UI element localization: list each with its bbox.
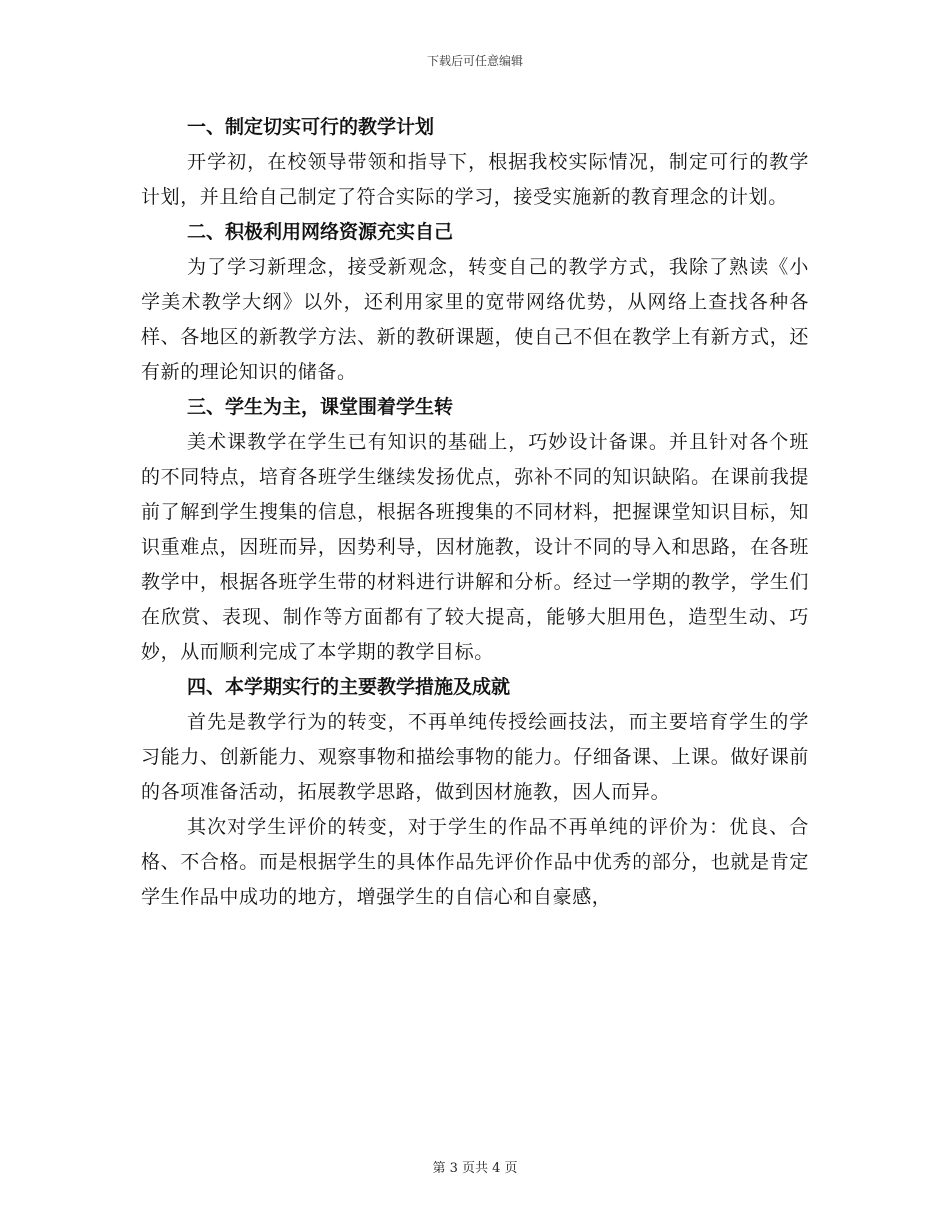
section-4-paragraph-2: 其次对学生评价的转变，对于学生的作品不再单纯的评价为：优良、合格、不合格。而是根据学生的具体作品先评价作品中优秀的部分，也就是肯定学生作品中成功的地方，增强学生的自信心和自豪感， (141, 816, 809, 908)
document-body (141, 110, 809, 915)
section-4-paragraph-1: 首先是教学行为的转变，不再单纯传授绘画技法，而主要培育学生的学习能力、创新能力、观察事物和描绘事物的能力。仔细备课、上课。做好课前的各项准备活动，拓展教学思路，做到因材施教，因人而异。 (141, 711, 809, 803)
section-1-paragraph-1: 开学初，在校领导带领和指导下，根据我校实际情况，制定可行的教学计划，并且给自己制定了符合实际的学习，接受实施新的教育理念的计划。 (141, 151, 809, 208)
section-heading-4: 四、本学期实行的主要教学措施及成就 (187, 676, 511, 698)
section-3-paragraph-1: 美术课教学在学生已有知识的基础上，巧妙设计备课。并且针对各个班的不同特点，培育各班学生继续发扬优点，弥补不同的知识缺陷。在课前我提前了解到学生搜集的信息，根据各班搜集的不同材料，把握课堂知识目标，知识重难点，因班而异，因势利导，因材施教，设计不同的导入和思路，在各班教学中，根据各班学生带的材料进行讲解和分析。经过一学期的教学，学生们在欣赏、表现、制作等方面都有了较大提高，能够大胆用色，造型生动、巧妙，从而顺利完成了本学期的教学目标。 (141, 431, 809, 663)
section-heading-2: 二、积极利用网络资源充实自己 (187, 221, 454, 243)
section-2-paragraph-1: 为了学习新理念，接受新观念，转变自己的教学方式，我除了熟读《小学美术教学大纲》以外，还利用家里的宽带网络优势，从网络上查找各种各样、各地区的新教学方法、新的教研课题，使自己不但在教学上有新方式，还有新的理论知识的储备。 (141, 256, 809, 383)
page-header: 下载后可任意编辑 (426, 54, 523, 68)
section-heading-1: 一、制定切实可行的教学计划 (187, 116, 435, 138)
page-number: 第 3 页共 4 页 (432, 1161, 518, 1176)
section-heading-3: 三、学生为主，课堂围着学生转 (187, 396, 454, 418)
